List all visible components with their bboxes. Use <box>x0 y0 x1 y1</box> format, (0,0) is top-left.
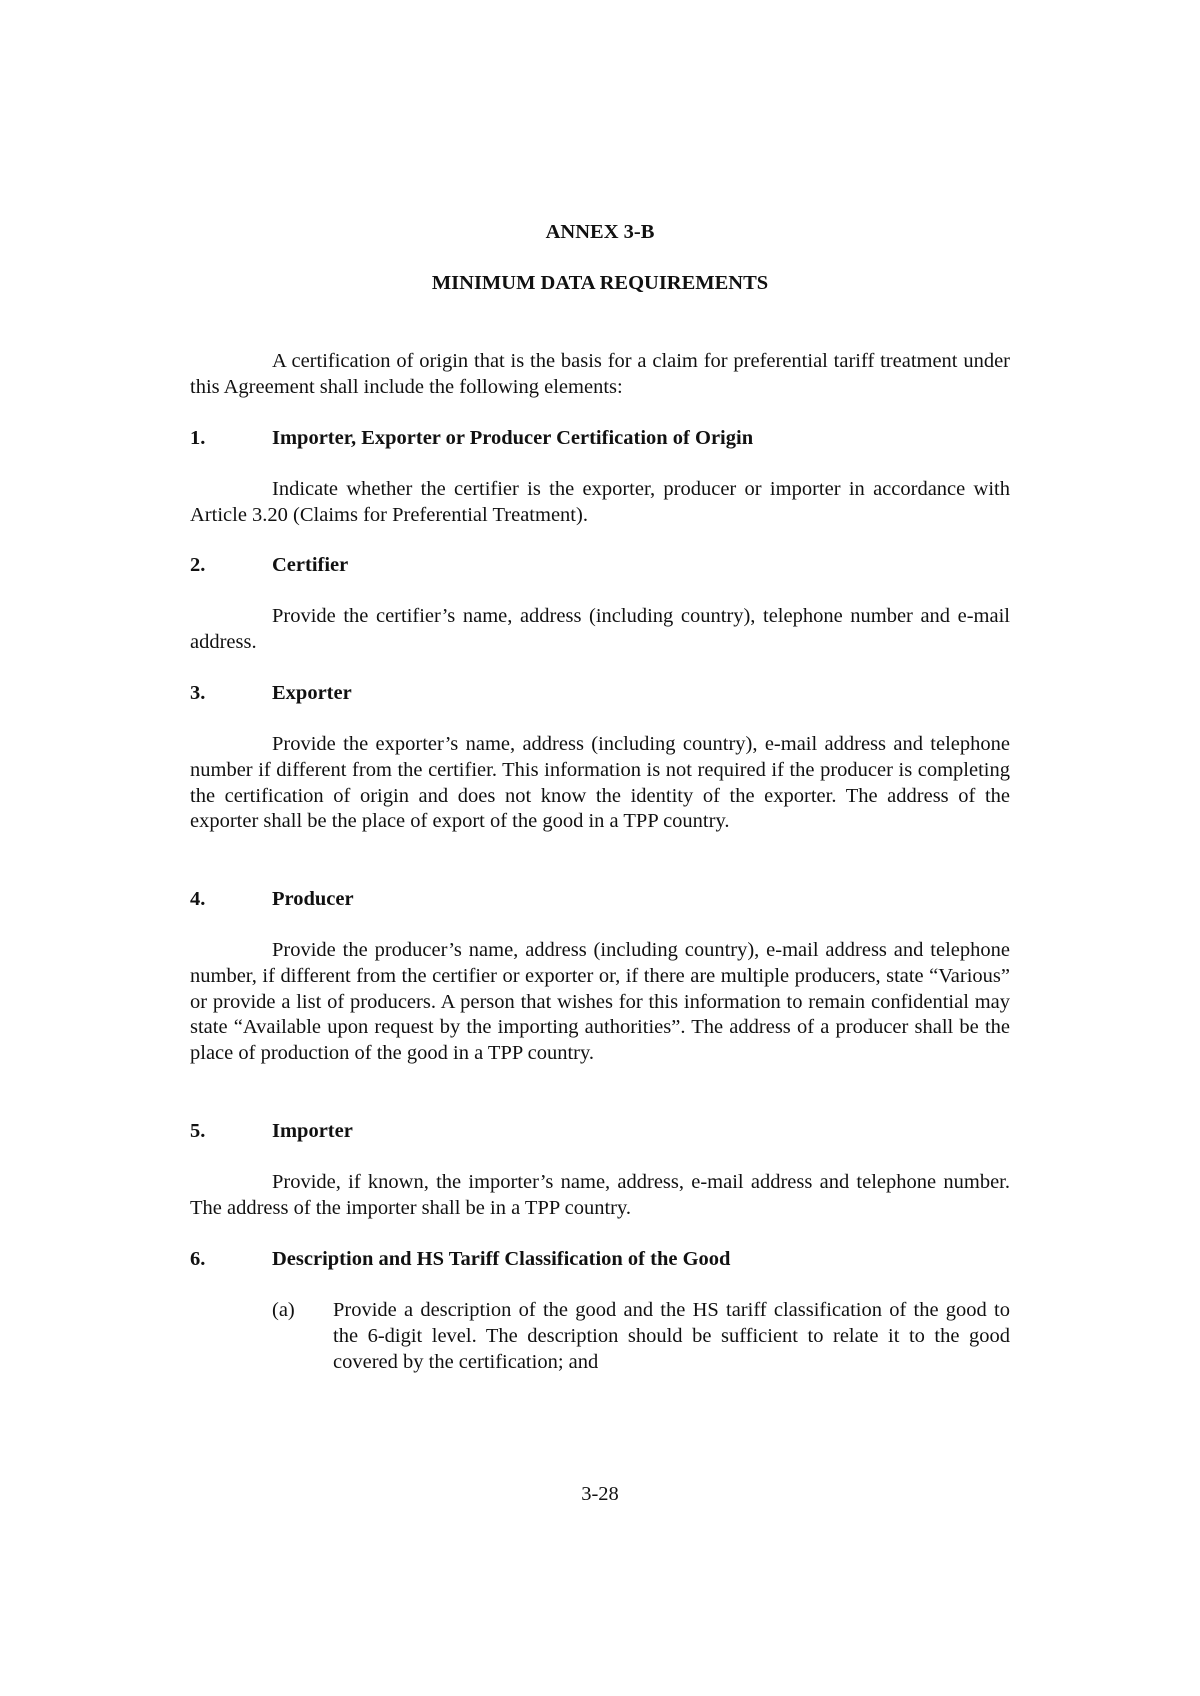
section-title: Importer <box>272 1120 353 1142</box>
section-title: Description and HS Tariff Classification of the Good <box>272 1248 731 1270</box>
section-title: Producer <box>272 888 354 910</box>
section-number: 4. <box>190 888 206 910</box>
list-item-label: (a) <box>272 1299 295 1321</box>
list-item-a <box>272 1298 1010 1375</box>
section-number: 6. <box>190 1248 206 1270</box>
annex-title: ANNEX 3-B <box>545 221 655 243</box>
section-text-2: Provide the certifier’s name, address (including country), telephone number and e-mail address. <box>190 605 1010 653</box>
section-heading-6 <box>190 1247 1010 1273</box>
intro-paragraph: A certification of origin that is the basis for a claim for preferential tariff treatment under this Agreement shall include the following elements: <box>190 350 1010 398</box>
annex-subtitle: MINIMUM DATA REQUIREMENTS <box>431 272 769 294</box>
section-heading-5 <box>190 1119 1010 1145</box>
section-text-5: Provide, if known, the importer’s name, address, e-mail address and telephone number. The address of the importer shall be in a TPP country. <box>190 1171 1010 1219</box>
section-title: Certifier <box>272 554 349 576</box>
section-heading-3 <box>190 681 1010 707</box>
page-number: 3-28 <box>581 1483 619 1505</box>
section-heading-4 <box>190 887 1010 913</box>
section-text-3: Provide the exporter’s name, address (including country), e-mail address and telephone number if different from the certifier. This information is not required if the producer is completing the certification of origin and does not know the identity of the exporter. The address of the exporter shall be the place of export of the good in a TPP country. <box>190 733 1010 833</box>
section-heading-1 <box>190 426 1010 452</box>
section-number: 3. <box>190 682 206 704</box>
section-title: Exporter <box>272 682 352 704</box>
section-title: Importer, Exporter or Producer Certification of Origin <box>272 427 754 449</box>
section-number: 5. <box>190 1120 206 1142</box>
section-number: 1. <box>190 427 206 449</box>
list-item-text: Provide a description of the good and the HS tariff classification of the good to the 6-digit level. The description should be sufficient to relate it to the good covered by the certification; and <box>333 1299 1010 1373</box>
section-text-1: Indicate whether the certifier is the exporter, producer or importer in accordance with Article 3.20 (Claims for Preferential Treatment). <box>190 478 1010 526</box>
section-heading-2 <box>190 553 1010 579</box>
section-number: 2. <box>190 554 206 576</box>
section-text-4: Provide the producer’s name, address (including country), e-mail address and telephone number, if different from the certifier or exporter or, if there are multiple producers, state “Various” or provide a list of producers. A person that wishes for this information to remain confidential may state “Available upon request by the importing authorities”. The address of a producer shall be the place of production of the good in a TPP country. <box>190 939 1010 1065</box>
